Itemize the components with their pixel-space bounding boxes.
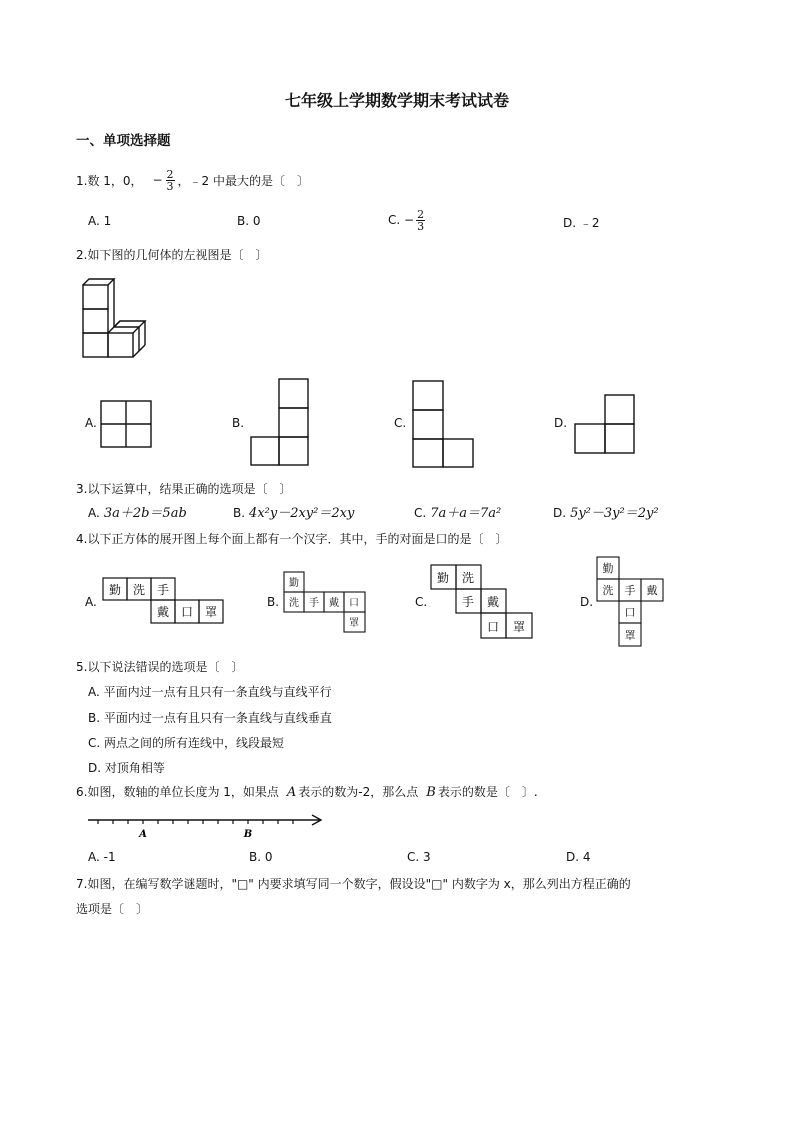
- net-b-cell-xi: 洗: [289, 598, 299, 609]
- question-7-line-2: 选项是〔 〕: [76, 902, 149, 916]
- net-b-cell-qin: 勤: [289, 578, 299, 589]
- q1-option-c-numerator: 2: [417, 207, 425, 221]
- net-a-cell-shou: 手: [156, 583, 170, 597]
- question-4: 4.以下正方体的展开图上每个面上都有一个汉字．其中，手的对面是口的是〔 〕: [76, 532, 508, 546]
- q2-option-a[interactable]: A.: [85, 416, 97, 430]
- net-a-cell-qin: 勤: [108, 583, 122, 597]
- net-b-cell-zhao: 罩: [349, 618, 359, 629]
- q4-option-c[interactable]: C.: [415, 595, 428, 609]
- q3-option-b-expr: 4x²y－2xy²＝2xy: [249, 506, 355, 521]
- q1-fraction-numerator: 2: [166, 167, 174, 181]
- q4-option-b-net: [283, 571, 367, 633]
- net-c-cell-zhao: 罩: [512, 620, 526, 634]
- q1-fraction-denominator: 3: [166, 179, 174, 193]
- net-a-cell-kou: 口: [180, 605, 194, 619]
- net-d-cell-shou: 手: [624, 584, 636, 597]
- q2-option-d-figure: [574, 394, 636, 454]
- q6-line-point-b: B: [243, 829, 253, 838]
- q3-option-d[interactable]: [553, 502, 659, 521]
- question-3: 3.以下运算中，结果正确的选项是〔 〕: [76, 482, 292, 496]
- q6-number-line: [86, 810, 326, 838]
- question-2: 2.如下图的几何体的左视图是〔 〕: [76, 248, 268, 262]
- net-b-cell-dai: 戴: [329, 598, 339, 609]
- net-b-cell-kou: 口: [349, 598, 359, 609]
- question-6: [76, 783, 538, 800]
- net-a-cell-xi: 洗: [132, 583, 146, 597]
- q6-option-a[interactable]: A. -1: [88, 850, 116, 864]
- q3-option-a-label: A.: [88, 506, 100, 520]
- q6-text-b: 表示的数为-2，那么点: [298, 785, 419, 799]
- q3-option-a[interactable]: [88, 502, 187, 521]
- net-c-cell-shou: 手: [461, 595, 475, 609]
- q1-option-b[interactable]: B. 0: [237, 214, 261, 228]
- q2-option-c[interactable]: C.: [394, 416, 407, 430]
- net-d-cell-dai: 戴: [646, 584, 658, 597]
- q6-option-c[interactable]: C. 3: [407, 850, 431, 864]
- net-c-cell-qin: 勤: [436, 571, 450, 585]
- q5-option-b[interactable]: B. 平面内过一点有且只有一条直线与直线垂直: [88, 711, 332, 725]
- q2-option-b-figure: [250, 378, 310, 466]
- net-c-cell-xi: 洗: [461, 571, 475, 585]
- net-d-cell-qin: 勤: [602, 562, 614, 575]
- q1-minus-sign: −: [152, 173, 163, 187]
- net-d-cell-kou: 口: [624, 606, 636, 619]
- net-d-cell-zhao: 罩: [624, 629, 636, 642]
- question-1: [76, 167, 309, 193]
- q6-point-b-label: B: [426, 785, 436, 800]
- q6-line-point-a: A: [139, 829, 147, 838]
- q1-option-c-fraction: [416, 209, 425, 232]
- q4-option-c-net: [430, 564, 534, 640]
- question-7-line-1: 7.如图，在编写数学谜题时，"□" 内要求填写同一个数字，假设设"□" 内数字为 x，那么列出方程正确的: [76, 877, 631, 891]
- q2-option-a-figure: [100, 400, 152, 448]
- q3-option-d-label: D.: [553, 506, 567, 520]
- q3-option-d-expr: 5y²－3y²＝2y²: [570, 506, 659, 521]
- q3-option-b[interactable]: [233, 502, 354, 521]
- q4-option-a[interactable]: A.: [85, 595, 97, 609]
- q1-option-c[interactable]: [388, 206, 425, 234]
- q3-option-c-expr: 7a＋a＝7a²: [430, 506, 502, 521]
- q3-option-a-expr: 3a＋2b＝5ab: [103, 506, 187, 521]
- q1-fraction: [166, 169, 175, 192]
- q6-text-a: 6.如图，数轴的单位长度为 1，如果点: [76, 785, 279, 799]
- question-5: 5.以下说法错误的选项是〔 〕: [76, 660, 244, 674]
- q5-option-d[interactable]: D. 对顶角相等: [88, 761, 165, 775]
- q6-text-c: 表示的数是〔 〕.: [437, 785, 538, 799]
- q1-suffix: ，﹣2 中最大的是〔 〕: [177, 173, 309, 188]
- q3-option-c-label: C.: [414, 506, 427, 520]
- q4-option-d[interactable]: D.: [580, 595, 594, 609]
- net-c-cell-dai: 戴: [486, 595, 500, 609]
- page-title: 七年级上学期数学期末考试试卷: [284, 91, 509, 110]
- section-heading: 一、单项选择题: [76, 133, 171, 149]
- q3-option-c[interactable]: [414, 502, 501, 521]
- q2-option-b[interactable]: B.: [232, 416, 245, 430]
- q1-prefix: 1.数 1，0，: [76, 173, 143, 188]
- q5-option-c[interactable]: C. 两点之间的所有连线中，线段最短: [88, 736, 285, 750]
- net-c-cell-kou: 口: [486, 620, 500, 634]
- q1-option-a[interactable]: A. 1: [88, 214, 112, 228]
- q1-option-d[interactable]: D. ﹣2: [563, 216, 600, 230]
- q4-option-b[interactable]: B.: [267, 595, 280, 609]
- net-a-cell-dai: 戴: [156, 605, 170, 619]
- q6-option-b[interactable]: B. 0: [249, 850, 273, 864]
- q2-option-c-figure: [412, 380, 474, 468]
- q1-option-c-denominator: 3: [417, 219, 425, 233]
- net-d-cell-xi: 洗: [602, 584, 614, 597]
- net-b-cell-shou: 手: [309, 598, 319, 609]
- q1-option-c-label: C. −: [388, 213, 415, 227]
- q5-option-a[interactable]: A. 平面内过一点有且只有一条直线与直线平行: [88, 685, 332, 699]
- q2-option-d[interactable]: D.: [554, 416, 568, 430]
- q2-solid-figure: [76, 272, 156, 362]
- q4-option-a-net: [102, 577, 224, 625]
- q4-option-d-net: [596, 556, 664, 648]
- q6-option-d[interactable]: D. 4: [566, 850, 591, 864]
- q3-option-b-label: B.: [233, 506, 246, 520]
- net-a-cell-zhao: 罩: [204, 605, 218, 619]
- q6-point-a-label: A: [286, 785, 297, 800]
